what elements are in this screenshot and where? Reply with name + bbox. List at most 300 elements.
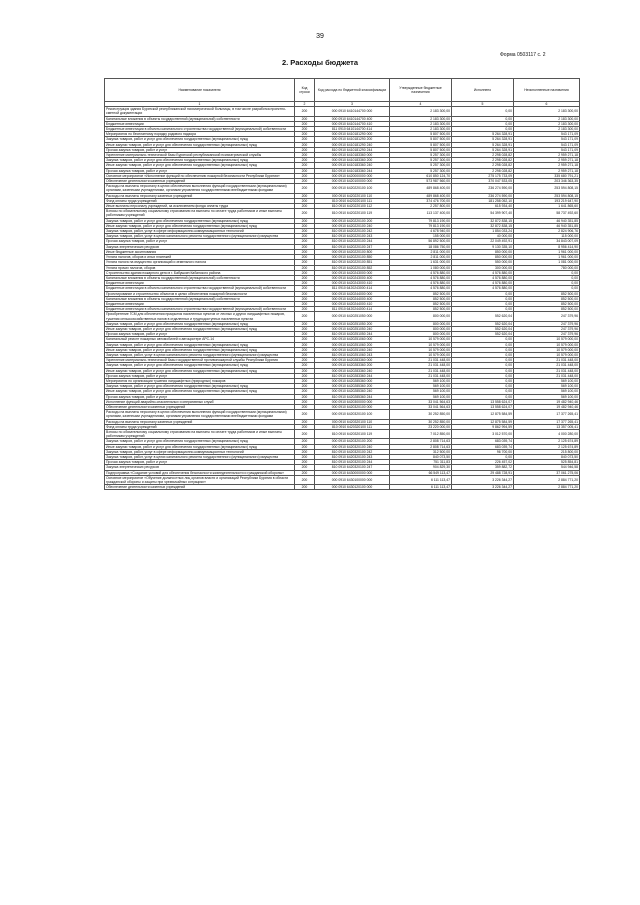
row-approved: 7 012 850,00: [390, 430, 452, 439]
table-row: [105, 342, 580, 347]
row-approved: 23 220 000,00: [390, 424, 452, 429]
form-code: Форма 0503117 с. 2: [500, 52, 546, 58]
row-executed: 0,00: [452, 352, 514, 357]
row-name: Закупка товаров, работ, услуг в сфере информационно-коммуникационных технологий: [105, 229, 295, 234]
row-code: 200: [295, 430, 315, 439]
table-row: [105, 444, 580, 449]
row-name: Уплата прочих налогов, сборов: [105, 265, 295, 270]
row-name: Бюджетные инвестиции: [105, 301, 295, 306]
row-unexecuted: 2 125 674,89: [514, 439, 580, 444]
row-unexecuted: 203 346 363,35: [514, 179, 580, 184]
row-approved: 800 000,00: [390, 326, 452, 331]
row-executed: 359 882,72: [452, 465, 514, 470]
row-code: 200: [295, 404, 315, 409]
row-unexecuted: 253 594 808,15: [514, 193, 580, 198]
row-code: 200: [295, 419, 315, 424]
table-row: [105, 234, 580, 239]
table-row: [105, 312, 580, 321]
row-approved: 2 183 300,00: [390, 107, 452, 116]
table-row: [105, 363, 580, 368]
row-code: 200: [295, 384, 315, 389]
row-unexecuted: 1 081 000,00: [514, 260, 580, 265]
row-name: Обеспечение деятельности казенных учреждений: [105, 179, 295, 184]
row-unexecuted: 10 579 000,00: [514, 347, 580, 352]
row-unexecuted: 569 100,00: [514, 378, 580, 383]
row-unexecuted: 852 500,00: [514, 296, 580, 301]
row-executed: 226 457,02: [452, 460, 514, 465]
row-approved: 2 808 714,63: [390, 444, 452, 449]
table-row: [105, 184, 580, 193]
row-unexecuted: 247 379,96: [514, 321, 580, 326]
column-index: 1: [105, 102, 295, 107]
row-unexecuted: 544 946,58: [514, 465, 580, 470]
row-approved: 2 183 300,00: [390, 121, 452, 126]
row-classification: 000 0910 6420251060 200: [315, 342, 390, 347]
table-row: [105, 352, 580, 357]
row-approved: 2 183 300,00: [390, 116, 452, 121]
row-unexecuted: 8 956 414,90: [514, 244, 580, 249]
table-row: [105, 193, 580, 198]
row-name: Основное мероприятие «Исполнение функций по обеспечению пожарной безопасности Республики Бурятия»: [105, 173, 295, 178]
row-approved: 6 111 113,47: [390, 475, 452, 484]
row-approved: 489 868 400,00: [390, 184, 452, 193]
row-approved: 30 252 850,00: [390, 410, 452, 419]
row-approved: 10 579 000,00: [390, 352, 452, 357]
row-code: 200: [295, 394, 315, 399]
row-classification: 000 0910 6420251060 000: [315, 337, 390, 342]
row-name: Капитальные вложения в объекты государственной (муниципальной) собственности: [105, 116, 295, 121]
row-name: Иные закупки товаров, работ и услуг для обеспечения государственных (муниципальных) нужд: [105, 223, 295, 228]
column-index: 4: [390, 102, 452, 107]
table-row: [105, 410, 580, 419]
row-classification: 000 0910 6420283360 200: [315, 363, 390, 368]
row-executed: 552 620,04: [452, 332, 514, 337]
row-name: Иные закупки товаров, работ и услуг для обеспечения государственных (муниципальных) нужд: [105, 368, 295, 373]
table-row: [105, 389, 580, 394]
row-unexecuted: 2 125 674,89: [514, 444, 580, 449]
row-name: Приобретение ГСМ для обеспечения прикрытия населенных пунктов от лесных и других ландшафтных пожаров, тушения сельскохозяйственных палов в отдаленных и труднодоступных населенных пунктах: [105, 312, 295, 321]
table-row: [105, 223, 580, 228]
row-approved: 1 080 000,00: [390, 265, 452, 270]
table-row: [105, 358, 580, 363]
row-approved: 852 500,00: [390, 301, 452, 306]
row-approved: 4 576 880,00: [390, 286, 452, 291]
row-approved: 21 031 448,00: [390, 363, 452, 368]
row-code: 200: [295, 465, 315, 470]
row-unexecuted: 0,00: [514, 275, 580, 280]
row-classification: 000 0910 6420220100 100: [315, 184, 390, 193]
column-index: 2: [295, 102, 315, 107]
row-name: Подпрограмма «Создание условий для обеспечения безопасности жизнедеятельности и гражданской обороны»: [105, 470, 295, 475]
row-name: Уплата налогов, сборов и иных платежей: [105, 255, 295, 260]
row-classification: 810 0910 6420320100 111: [315, 424, 390, 429]
table-row: [105, 430, 580, 439]
row-code: 200: [295, 485, 315, 490]
column-index: 6: [514, 102, 580, 107]
expenses-table: [104, 78, 580, 490]
table-row: [105, 158, 580, 163]
row-unexecuted: 1 961 000,00: [514, 255, 580, 260]
row-unexecuted: 543 171,09: [514, 147, 580, 152]
row-classification: 000 0910 6420285360 200: [315, 384, 390, 389]
row-approved: 5 807 500,00: [390, 137, 452, 142]
row-executed: 5 264 328,91: [452, 142, 514, 147]
row-name: Закупка товаров, работ, услуг в целях капитального ремонта государственного (муниципального) имущества: [105, 455, 295, 460]
row-unexecuted: 852 500,00: [514, 307, 580, 312]
row-classification: 000 0910 6420285360 000: [315, 378, 390, 383]
row-code: 200: [295, 255, 315, 260]
row-code: 200: [295, 121, 315, 126]
row-name: Иные закупки товаров, работ и услуг для обеспечения государственных (муниципальных) нужд: [105, 347, 295, 352]
row-executed: 9 862 994,59: [452, 424, 514, 429]
row-code: 200: [295, 275, 315, 280]
row-code: 200: [295, 368, 315, 373]
row-name: Прочая закупка товаров, работ и услуг: [105, 394, 295, 399]
row-classification: 000 0910 6410181290 000: [315, 132, 390, 137]
row-classification: 810 0910 6420220100 112: [315, 204, 390, 209]
table-row: [105, 229, 580, 234]
row-classification: 000 0910 6420220100 110: [315, 193, 390, 198]
row-executed: 236 274 590,00: [452, 193, 514, 198]
row-unexecuted: 2 884 771,20: [514, 475, 580, 484]
page-number: 39: [316, 33, 324, 40]
row-approved: 155 000,00: [390, 234, 452, 239]
table-row: [105, 337, 580, 342]
row-code: 200: [295, 342, 315, 347]
row-name: Иные бюджетные ассигнования: [105, 249, 295, 254]
row-name: Бюджетные инвестиции в объекты капитального строительства государственной (муниципальной) собственности: [105, 307, 295, 312]
row-executed: 0,00: [452, 337, 514, 342]
row-code: 200: [295, 460, 315, 465]
row-name: Проектирование и строительство объектов в целях обеспечения пожарной безопасности: [105, 291, 295, 296]
row-classification: 000 0910 6420320100 000: [315, 404, 390, 409]
row-code: 200: [295, 444, 315, 449]
row-classification: 000 0910 6420251050 240: [315, 326, 390, 331]
row-unexecuted: 58 737 492,60: [514, 209, 580, 218]
table-row: [105, 399, 580, 404]
row-code: 200: [295, 163, 315, 168]
table-row: [105, 475, 580, 484]
row-code: 200: [295, 332, 315, 337]
row-approved: 2 811 000,00: [390, 255, 452, 260]
row-executed: 0,00: [452, 307, 514, 312]
row-approved: 573 987 560,00: [390, 179, 452, 184]
row-classification: 000 0910 6420220100 800: [315, 249, 390, 254]
row-code: 200: [295, 337, 315, 342]
row-executed: 5 264 328,91: [452, 137, 514, 142]
row-name: Закупка товаров, работ и услуг для обеспечения государственных (муниципальных) нужд: [105, 384, 295, 389]
row-code: 200: [295, 116, 315, 121]
row-classification: 000 0910 6420283360 240: [315, 368, 390, 373]
row-classification: 811 0910 6420244000 414: [315, 307, 390, 312]
row-code: 200: [295, 270, 315, 275]
row-approved: 852 500,00: [390, 291, 452, 296]
table-row: [105, 286, 580, 291]
table-row: [105, 291, 580, 296]
table-row: [105, 137, 580, 142]
row-executed: 32 872 838,15: [452, 223, 514, 228]
row-classification: 000 0910 6410181290 240: [315, 142, 390, 147]
row-executed: 0,00: [452, 296, 514, 301]
row-code: 200: [295, 223, 315, 228]
row-classification: 000 0910 6420243000 000: [315, 270, 390, 275]
row-name: Иные закупки товаров, работ и услуг для обеспечения государственных (муниципальных) нужд: [105, 163, 295, 168]
row-classification: 810 0910 6420220100 852: [315, 265, 390, 270]
table-row: [105, 449, 580, 454]
row-code: 200: [295, 352, 315, 357]
row-approved: 5 807 500,00: [390, 132, 452, 137]
row-code: 200: [295, 193, 315, 198]
row-executed: 2 298 028,82: [452, 153, 514, 158]
row-code: 200: [295, 260, 315, 265]
row-name: Прочая закупка товаров, работ и услуг: [105, 373, 295, 378]
row-code: 200: [295, 296, 315, 301]
row-name: Капитальные вложения в объекты государственной (муниципальной) собственности: [105, 275, 295, 280]
row-approved: 21 031 448,00: [390, 368, 452, 373]
row-executed: 0,00: [452, 373, 514, 378]
row-executed: 4 576 880,00: [452, 281, 514, 286]
row-executed: 13 558 624,07: [452, 399, 514, 404]
row-classification: 000 0910 6410144700 400: [315, 116, 390, 121]
row-classification: 000 0910 6410181290 200: [315, 137, 390, 142]
table-row: [105, 419, 580, 424]
row-executed: 0,00: [452, 358, 514, 363]
row-unexecuted: 253 594 808,15: [514, 184, 580, 193]
row-code: 200: [295, 449, 315, 454]
row-executed: 1 854 033,24: [452, 229, 514, 234]
row-name: Бюджетные инвестиции в объекты капитального строительства государственной (муниципальной) собственности: [105, 286, 295, 291]
row-classification: 000 0910 6420100000 000: [315, 179, 390, 184]
row-code: 200: [295, 424, 315, 429]
table-row: [105, 275, 580, 280]
row-name: Фонд оплаты труда учреждений: [105, 424, 295, 429]
row-name: Прочая закупка товаров, работ и услуг: [105, 168, 295, 173]
row-classification: 000 0910 6420283360 000: [315, 358, 390, 363]
row-name: Обеспечение деятельности казенных учреждений: [105, 485, 295, 490]
row-unexecuted: 0,00: [514, 286, 580, 291]
row-classification: 810 0910 6420220100 119: [315, 209, 390, 218]
row-executed: 300 000,00: [452, 265, 514, 270]
row-executed: 0,00: [452, 363, 514, 368]
row-executed: 850 000,00: [452, 255, 514, 260]
row-executed: 181 258 052,10: [452, 198, 514, 203]
table-row: [105, 404, 580, 409]
row-name: Закупка товаров, работ и услуг для обеспечения государственных (муниципальных) нужд: [105, 158, 295, 163]
row-code: 200: [295, 209, 315, 218]
row-unexecuted: 4 000 280,00: [514, 430, 580, 439]
row-unexecuted: 525 854,81: [514, 460, 580, 465]
row-executed: 552 620,04: [452, 312, 514, 321]
row-unexecuted: 46 940 351,85: [514, 223, 580, 228]
row-executed: 9 130 335,10: [452, 244, 514, 249]
row-name: Укрепление материально-технической базы Бурятской республиканской психиатрической службы: [105, 153, 295, 158]
row-approved: 2 811 000,00: [390, 249, 452, 254]
row-code: 200: [295, 410, 315, 419]
row-unexecuted: 2 183 300,00: [514, 121, 580, 126]
row-name: Расходы на выплаты персоналу в целях обеспечения выполнения функций государственными (муниципальными) органами, казенными учреждениями, органами управления государственными внебюджетными фондами: [105, 184, 295, 193]
row-classification: 810 0910 6420283360 244: [315, 373, 390, 378]
row-name: Мероприятия по организации тушения ландшафтных (природных) пожаров: [105, 378, 295, 383]
row-executed: 850 000,00: [452, 249, 514, 254]
row-unexecuted: 19 482 940,46: [514, 399, 580, 404]
row-approved: 2 257 800,00: [390, 204, 452, 209]
row-executed: 2 298 028,82: [452, 168, 514, 173]
table-header-row: [105, 79, 580, 102]
row-classification: 000 0910 6410183360 000: [315, 153, 390, 158]
row-code: 200: [295, 239, 315, 244]
column-header: Утвержденные бюджетные назначения: [390, 79, 452, 102]
row-executed: 0,00: [452, 121, 514, 126]
row-unexecuted: 19 482 940,46: [514, 404, 580, 409]
row-classification: 000 0910 6430000000 000: [315, 470, 390, 475]
row-unexecuted: 13 357 005,41: [514, 424, 580, 429]
row-name: Бюджетные инвестиции: [105, 281, 295, 286]
row-approved: 569 100,00: [390, 384, 452, 389]
row-code: 200: [295, 265, 315, 270]
row-approved: 79 813 190,00: [390, 218, 452, 223]
row-executed: 683 039,74: [452, 439, 514, 444]
column-header: Код строки: [295, 79, 315, 102]
row-executed: 13 558 624,07: [452, 404, 514, 409]
row-code: 200: [295, 378, 315, 383]
row-code: 200: [295, 244, 315, 249]
row-classification: 000 0910 6430100000 000: [315, 475, 390, 484]
row-name: Закупка товаров, работ, услуг в сфере информационно-коммуникационных технологий: [105, 449, 295, 454]
column-header: Исполнено: [452, 79, 514, 102]
row-executed: 4 576 880,00: [452, 270, 514, 275]
row-approved: 66 549 113,47: [390, 470, 452, 475]
row-name: Основное мероприятие «Обучение должностных лиц органов власти и организаций Республики Бурятия в области гражданской обороны и защиты при чрезвычайных ситуациях»: [105, 475, 295, 484]
row-executed: 29 488 728,91: [452, 470, 514, 475]
row-classification: 000 0910 6420251050 200: [315, 321, 390, 326]
table-row: [105, 116, 580, 121]
row-unexecuted: 2 959 271,18: [514, 158, 580, 163]
row-approved: 10 579 000,00: [390, 347, 452, 352]
table-row: [105, 485, 580, 490]
row-name: Иные закупки товаров, работ и услуг для обеспечения государственных (муниципальных) нужд: [105, 142, 295, 147]
row-code: 200: [295, 439, 315, 444]
row-unexecuted: 193 219 647,90: [514, 198, 580, 203]
row-approved: 489 868 400,00: [390, 193, 452, 198]
row-executed: 3 226 344,27: [452, 475, 514, 484]
row-classification: 000 0910 6420220100 850: [315, 255, 390, 260]
row-classification: 000 0910 6420320100 100: [315, 410, 390, 419]
row-executed: 12 875 584,59: [452, 419, 514, 424]
table-row: [105, 439, 580, 444]
row-approved: 569 100,00: [390, 389, 452, 394]
row-executed: 4 576 880,00: [452, 275, 514, 280]
row-executed: 0,00: [452, 301, 514, 306]
row-code: 200: [295, 307, 315, 312]
table-row: [105, 260, 580, 265]
row-classification: 000 0910 6410144700 410: [315, 121, 390, 126]
row-approved: 4 576 880,00: [390, 281, 452, 286]
row-unexecuted: 780 000,00: [514, 265, 580, 270]
row-name: Фонд оплаты труда учреждений: [105, 198, 295, 203]
row-name: Закупка товаров, работ и услуг для обеспечения государственных (муниципальных) нужд: [105, 321, 295, 326]
row-classification: 810 0910 6420220100 111: [315, 198, 390, 203]
row-executed: 683 039,74: [452, 444, 514, 449]
row-executed: 0,00: [452, 384, 514, 389]
row-code: 200: [295, 321, 315, 326]
row-unexecuted: 569 100,00: [514, 384, 580, 389]
row-unexecuted: 10 579 000,00: [514, 342, 580, 347]
row-name: Прочая закупка товаров, работ и услуг: [105, 147, 295, 152]
row-code: 200: [295, 286, 315, 291]
row-unexecuted: 21 031 448,00: [514, 358, 580, 363]
row-code: 200: [295, 147, 315, 152]
row-name: Иные закупки товаров, работ и услуг для обеспечения государственных (муниципальных) нужд: [105, 326, 295, 331]
table-body: [105, 107, 580, 490]
row-approved: 852 500,00: [390, 307, 452, 312]
row-executed: 370 047 533,05: [452, 179, 514, 184]
row-executed: 3 012 570,00: [452, 430, 514, 439]
table-row: [105, 107, 580, 116]
row-code: 200: [295, 234, 315, 239]
row-name: Бюджетные инвестиции: [105, 121, 295, 126]
row-code: 200: [295, 173, 315, 178]
row-unexecuted: 21 031 448,00: [514, 373, 580, 378]
row-executed: 32 872 838,15: [452, 218, 514, 223]
row-name: Расходы на выплаты персоналу в целях обеспечения выполнения функций государственными (муниципальными) органами, казенными учреждениями, органами управления государственными внебюджетными фондами: [105, 410, 295, 419]
row-unexecuted: 21 031 448,00: [514, 363, 580, 368]
row-classification: 000 0910 6410183360 200: [315, 158, 390, 163]
row-classification: 810 0910 6420220100 243: [315, 234, 390, 239]
row-classification: 810 0910 6420220100 247: [315, 244, 390, 249]
row-name: Прочая закупка товаров, работ и услуг: [105, 332, 295, 337]
row-unexecuted: 569 100,00: [514, 389, 580, 394]
row-name: Иные выплаты персоналу учреждений, за исключением фонда оплаты труда: [105, 204, 295, 209]
row-classification: 810 0910 6420220100 851: [315, 260, 390, 265]
row-executed: 3 226 344,27: [452, 485, 514, 490]
row-approved: 2 183 300,00: [390, 127, 452, 132]
row-classification: 810 0910 6420251050 244: [315, 332, 390, 337]
row-code: 200: [295, 291, 315, 296]
row-code: 200: [295, 158, 315, 163]
column-header: Наименование показателя: [105, 79, 295, 102]
row-name: Расходы на выплаты персоналу казенных учреждений: [105, 419, 295, 424]
row-unexecuted: 2 183 300,00: [514, 107, 580, 116]
row-code: 200: [295, 249, 315, 254]
row-executed: 54 399 907,40: [452, 209, 514, 218]
row-approved: 4 576 880,00: [390, 275, 452, 280]
row-executed: 2 298 028,82: [452, 163, 514, 168]
row-name: Прочая закупка товаров, работ и услуг: [105, 239, 295, 244]
row-unexecuted: 215 800,00: [514, 449, 580, 454]
row-approved: 5 257 300,00: [390, 158, 452, 163]
row-classification: 000 0910 6420000000 000: [315, 173, 390, 178]
row-approved: 374 476 700,00: [390, 198, 452, 203]
row-approved: 800 000,00: [390, 332, 452, 337]
row-approved: 1 631 000,00: [390, 260, 452, 265]
table-row: [105, 455, 580, 460]
table-row: [105, 296, 580, 301]
row-name: Закупка товаров, работ, услуг в целях капитального ремонта государственного (муниципального) имущества: [105, 234, 295, 239]
row-executed: 0,00: [452, 368, 514, 373]
row-classification: 000 0910 6410144700 000: [315, 107, 390, 116]
row-code: 200: [295, 326, 315, 331]
row-executed: 5 264 328,91: [452, 147, 514, 152]
row-code: 200: [295, 347, 315, 352]
row-name: Исполнение функций аварийно-спасательных и оперативных служб: [105, 399, 295, 404]
table-row: [105, 218, 580, 223]
row-code: 200: [295, 204, 315, 209]
row-classification: 810 0910 6420220100 242: [315, 229, 390, 234]
row-executed: 0,00: [452, 455, 514, 460]
row-classification: 000 0910 6420285360 240: [315, 389, 390, 394]
row-unexecuted: 2 884 771,20: [514, 485, 580, 490]
row-unexecuted: 335 680 791,21: [514, 173, 580, 178]
